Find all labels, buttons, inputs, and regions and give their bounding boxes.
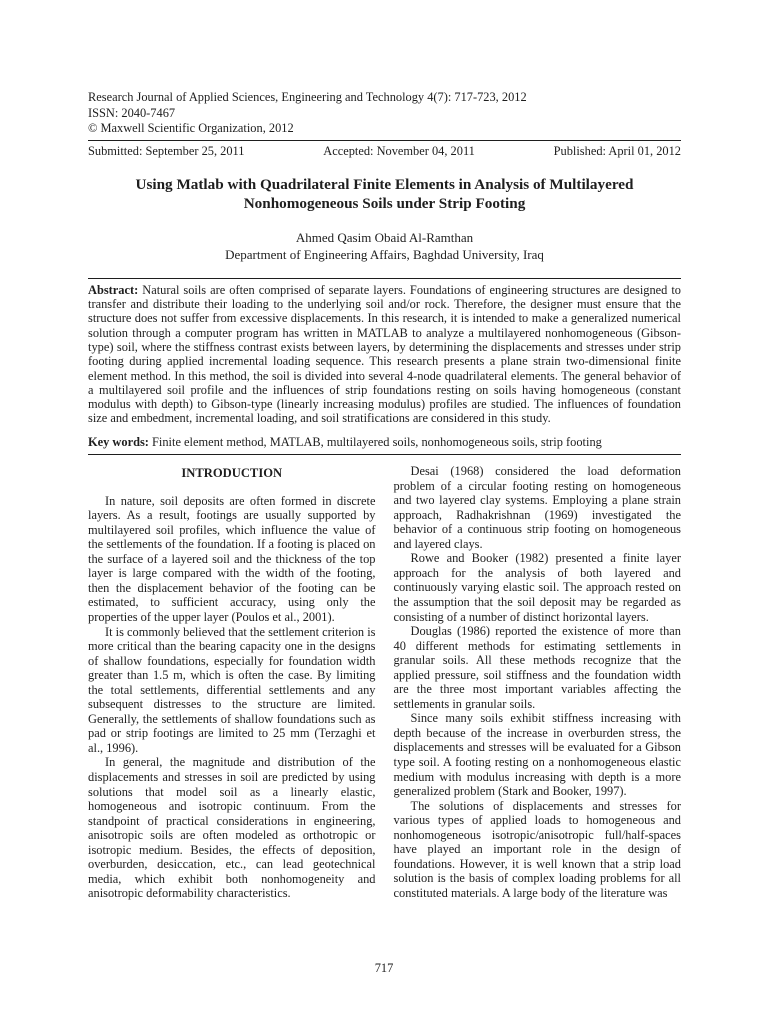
paragraph: In general, the magnitude and distribution of the displacements and stresses in soil are predicted by using solutions that model soil as a linearly elastic, homogeneous and isotropic continuum. From the standpoint of practical considerations in engineering, anisotropic soils are often modeled as orthotropic or isotropic medium. Besides, the effects of deposition, overburden, desiccation, etc., can lead geotechnical media, which exhibit both nonhomogeneity and anisotropic deformability characteristics. [88, 755, 376, 901]
submitted-date: Submitted: September 25, 2011 [88, 143, 245, 158]
copyright-line: © Maxwell Scientific Organization, 2012 [88, 121, 294, 136]
keywords-label: Key words: [88, 434, 149, 449]
paragraph: In nature, soil deposits are often formed in discrete layers. As a result, footings are usually supported by multilayered soil profiles, which influence the value of the settlements of the foundation. If a footing is placed on the surface of a layered soil and the thickness of the top layer is large compared with the width of the footing, then the displacement behavior of the footing can be estimated, to sufficient accuracy, using only the properties of the upper layer (Poulos et al., 2001). [88, 493, 376, 624]
abstract-paragraph [88, 283, 681, 426]
journal-header [88, 90, 681, 159]
right-column [394, 464, 682, 901]
introduction-heading: INTRODUCTION [181, 466, 283, 481]
paragraph: The solutions of displacements and stresses for various types of applied loads to homogeneous and nonhomogeneous isotropic/anisotropic full/half-spaces have played an important role in the design of foundations. However, it is well known that a strip load solution is the basis of complex loading problems for all constituted materials. A large body of the literature was [393, 798, 681, 900]
issn-line: ISSN: 2040-7467 [88, 105, 176, 120]
abstract-text: Natural soils are often comprised of separate layers. Foundations of engineering structures are designed to transfer and distribute their loading to the underlying soil and/or rock. Therefore, the designer must ensure that the structure does not suffer from excessive displacements. In this research, it is intended to make a generalized numerical solution through a computer program has written in MATLAB to analyze a multilayered nonhomogeneous (Gibson-type) soil, where the stiffness contrast exists between layers, by determining the displacements and stresses under strip footing during applied incremental loading sequence. This research presents a plane strain two-dimensional finite element method. In this method, the soil is divided into several 4-node quadrilateral elements. The general behavior of a multilayered soil profile and the influences of strip foundations resting on soils having homogeneous (constant modulus with depth) to Gibson-type (linearly increasing modulus) profiles are studied. The influences of foundation size and embedment, incremental loading, and soil stratifications are considered in this study. [88, 282, 681, 426]
keywords-paragraph [88, 435, 681, 449]
keywords-text: Finite element method, MATLAB, multilayered soils, nonhomogeneous soils, strip footing [152, 434, 602, 449]
paper-title: Using Matlab with Quadrilateral Finite Elements in Analysis of Multilayered Nonhomogeneous Soils under Strip Footing [135, 175, 634, 212]
accepted-date: Accepted: November 04, 2011 [323, 143, 475, 158]
paragraph: Douglas (1986) reported the existence of more than 40 different methods for estimating settlements in granular soils. All these methods recognize that the applied pressure, soil stiffness and the foundation width are the three most important variables affecting the settlements in granular soils. [393, 624, 681, 711]
author-name: Ahmed Qasim Obaid Al-Ramthan [295, 229, 474, 245]
journal-citation-line: Research Journal of Applied Sciences, Engineering and Technology 4(7): 717-723, 2012 [88, 90, 527, 104]
paragraph: Since many soils exhibit stiffness increasing with depth because of the increase in overburden stress, the displacements and stresses will be evaluated for a Gibson type soil. A footing resting on a nonhomogeneous elastic medium with modulus increasing with depth is a more generalized problem (Stark and Booker, 1997). [393, 711, 681, 799]
page-footer [0, 961, 768, 976]
abstract-section [88, 278, 681, 455]
abstract-label: Abstract: [88, 282, 139, 297]
paragraph: Desai (1968) considered the load deformation problem of a circular footing resting on homogeneous and two layered clay systems. Employing a plane strain approach, Radhakrishnan (1969) investigated the behavior of a continuous strip footing on homogeneous and layered clays. [393, 464, 681, 551]
introduction-section [88, 464, 681, 901]
paragraph: Rowe and Booker (1982) presented a finite layer approach for the analysis of both layered and continuously varying elastic soil. The approach rested on the assumption that the soil deposit may be regarded as consisting of a number of distinct horizontal layers. [393, 551, 681, 624]
submission-dates-row [88, 140, 681, 159]
paragraph: It is commonly believed that the settlement criterion is more critical than the bearing capacity one in the designs of shallow foundations, especially for foundation width greater than 1.5 m, which is often the case. By limiting the total settlements, differential settlements and any subsequent distresses to the structure are limited. Generally, the settlements of shallow foundations such as pad or strip footings are limited to 25 mm (Terzaghi et al., 1996). [88, 624, 376, 755]
published-date: Published: April 01, 2012 [553, 143, 681, 158]
left-column [88, 464, 376, 901]
page-number: 717 [374, 961, 394, 975]
author-affiliation: Department of Engineering Affairs, Baghdad University, Iraq [225, 246, 544, 262]
